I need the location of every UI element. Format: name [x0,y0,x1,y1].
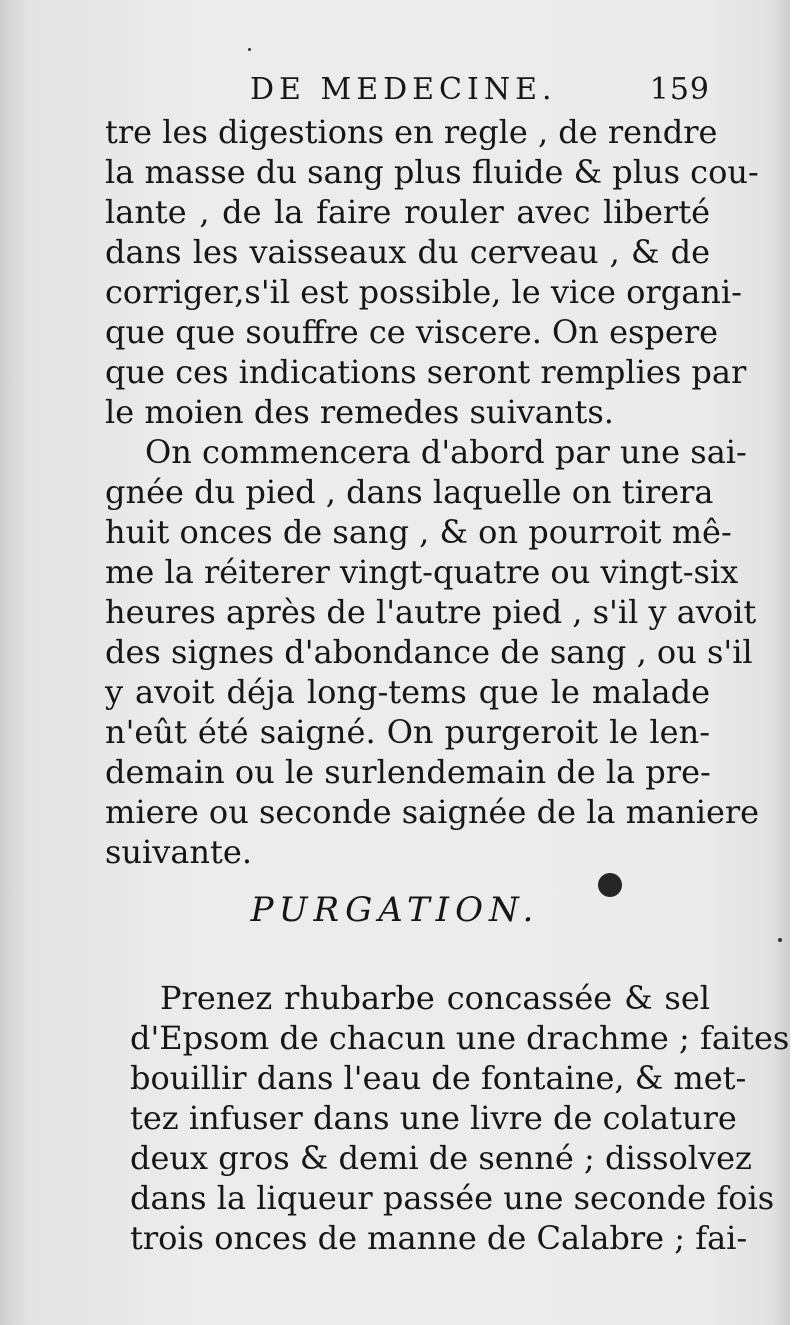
text-line: heures après de l'autre pied , s'il y avoit [105,593,757,631]
text-line: que ces indications seront remplies par [105,353,747,391]
text-line: dans la liqueur passée une seconde fois [130,1179,775,1217]
running-head [250,72,710,112]
text-line: Prenez rhubarbe concassée & sel [160,979,710,1017]
text-line: le moien des remedes suivants. [105,393,614,431]
text-line: suivante. [105,833,252,871]
text-line: lante , de la faire rouler avec liberté [105,193,710,231]
text-line: n'eût été saigné. On purgeroit le len- [105,713,710,751]
paper-speck [248,48,251,51]
text-line: On commencera d'abord par une sai- [145,433,747,471]
text-line: deux gros & demi de senné ; dissolvez [130,1139,752,1177]
page-margin [790,0,800,1325]
page-number: 159 [649,72,710,107]
text-line: huit onces de sang , & on pourroit mê- [105,513,732,551]
text-line: me la réiterer vingt-quatre ou vingt-six [105,553,739,591]
running-head-title: DE MEDECINE. [250,72,557,107]
text-line: miere ou seconde saignée de la maniere [105,793,760,831]
text-line: que que souffre ce viscere. On espere [105,313,719,351]
text-line: dans les vaisseaux du cerveau , & de [105,233,710,271]
text-line: demain ou le surlendemain de la pre- [105,753,711,791]
text-line: la masse du sang plus fluide & plus cou- [105,153,759,191]
text-line: d'Epsom de chacun une drachme ; faites [130,1019,790,1057]
text-line: corriger,s'il est possible, le vice organi- [105,273,742,311]
text-line: trois onces de manne de Calabre ; fai- [130,1219,748,1257]
text-line: tre les digestions en regle , de rendre [105,113,718,151]
text-line: y avoit déja long-tems que le malade [105,673,710,711]
text-line: gnée du pied , dans laquelle on tirera [105,473,714,511]
text-line: tez infuser dans une livre de colature [130,1099,737,1137]
paper-speck [778,938,782,942]
text-line: bouillir dans l'eau de fontaine, & met- [130,1059,747,1097]
text-line: des signes d'abondance de sang , ou s'il [105,633,753,671]
section-heading: PURGATION. [250,890,540,930]
